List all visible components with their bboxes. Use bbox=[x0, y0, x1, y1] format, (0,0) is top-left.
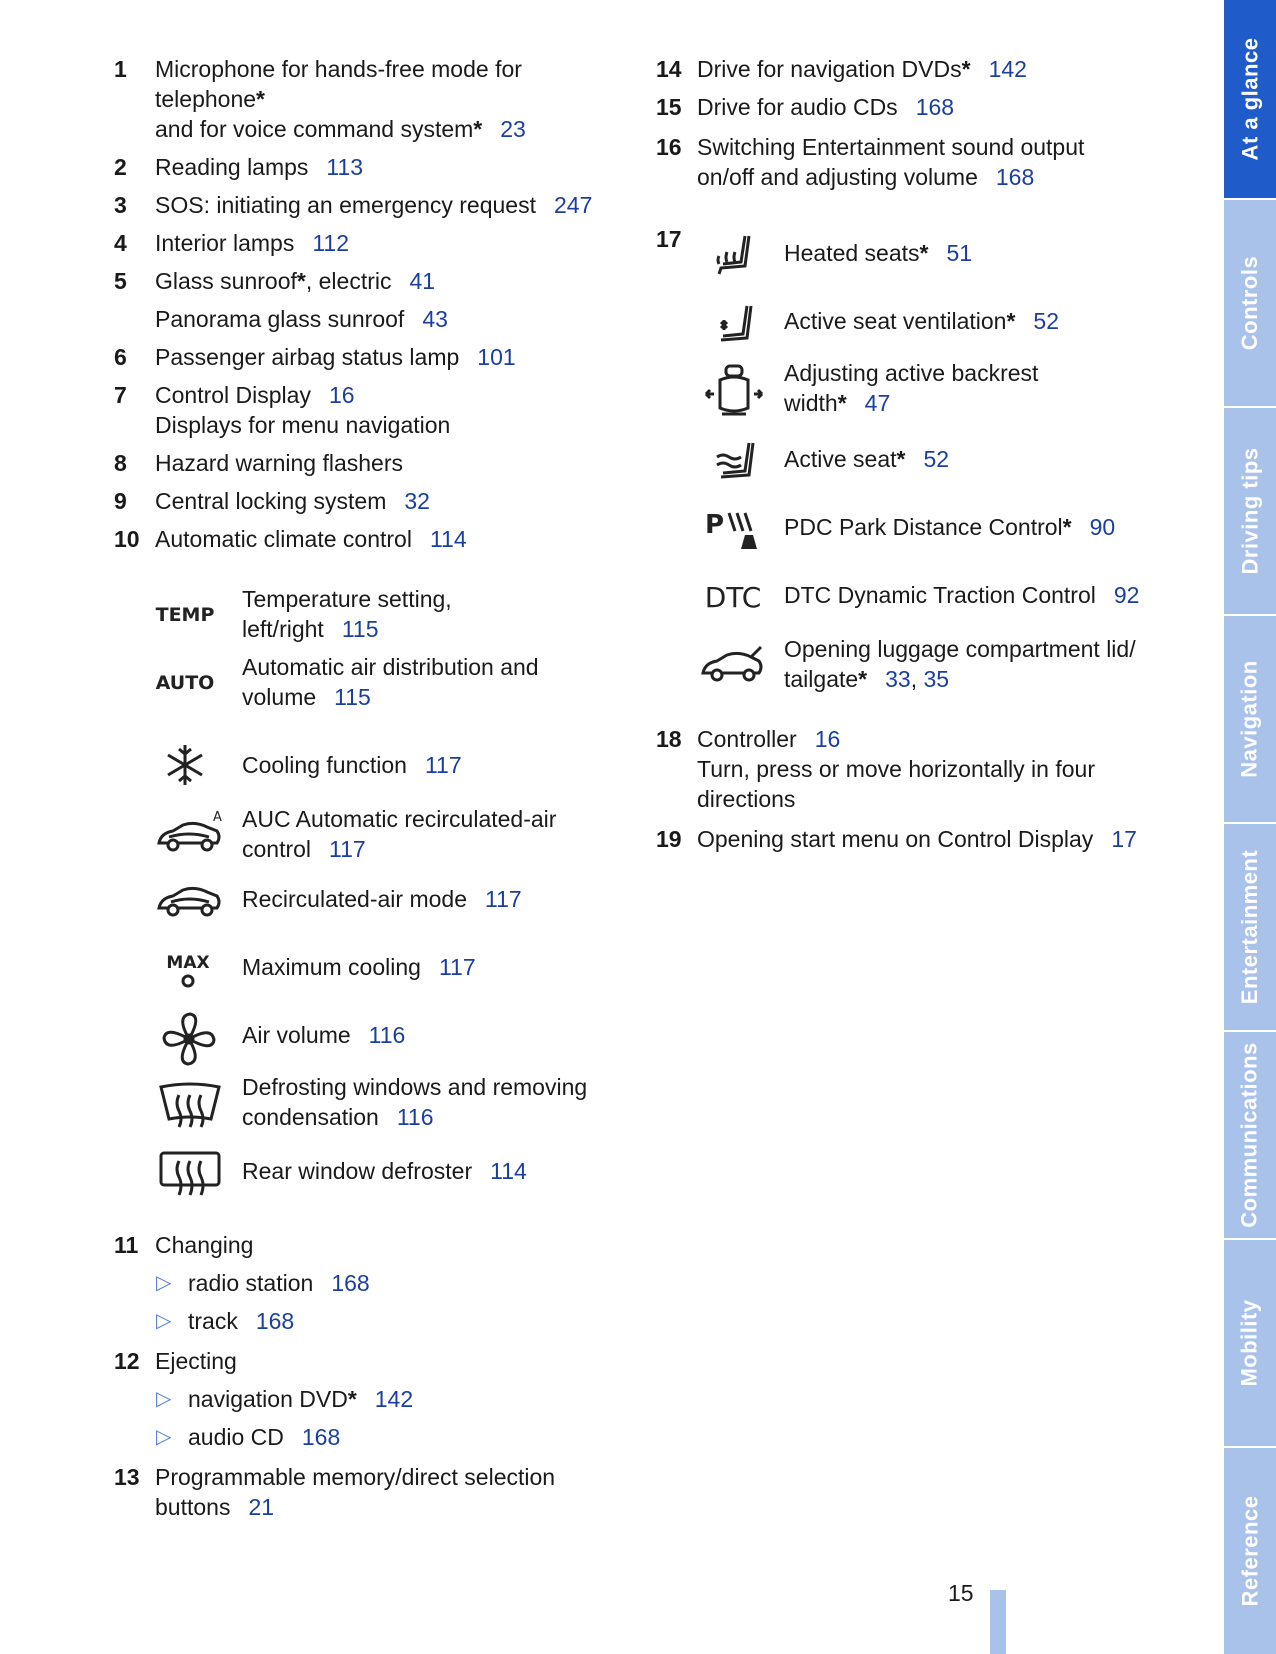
item-text: Drive for navigation DVDs* 142 bbox=[697, 56, 1027, 82]
item-subtext: track 168 bbox=[188, 1308, 295, 1334]
page-link[interactable]: 168 bbox=[255, 1308, 295, 1334]
climate-text: AUC Automatic recirculated-air bbox=[242, 806, 557, 832]
page-link[interactable]: 21 bbox=[248, 1494, 275, 1520]
item-number: 4 bbox=[114, 230, 127, 256]
page-link[interactable]: 16 bbox=[328, 382, 355, 408]
page-link[interactable]: 247 bbox=[553, 192, 593, 218]
item-number: 16 bbox=[656, 134, 682, 160]
item-text: Programmable memory/direct selection bbox=[155, 1464, 556, 1490]
page-link[interactable]: 115 bbox=[341, 616, 379, 642]
page-link[interactable]: 90 bbox=[1089, 514, 1116, 540]
page-link[interactable]: 168 bbox=[331, 1270, 370, 1296]
item-subtext: navigation DVD* 142 bbox=[188, 1386, 414, 1412]
item-number: 15 bbox=[656, 94, 682, 120]
button-text: Active seat* 52 bbox=[784, 446, 950, 472]
bullet-icon: ▷ bbox=[156, 1310, 172, 1332]
item-text: Ejecting bbox=[155, 1348, 237, 1374]
tab-driving-tips[interactable]: Driving tips bbox=[1224, 408, 1276, 616]
tab-mobility[interactable]: Mobility bbox=[1224, 1240, 1276, 1448]
active-seat-icon bbox=[708, 436, 764, 486]
item-number: 1 bbox=[114, 56, 127, 82]
item-number: 12 bbox=[114, 1348, 140, 1374]
item-text: telephone* bbox=[155, 86, 265, 112]
seat-ventilation-icon bbox=[708, 298, 764, 350]
tab-at-a-glance[interactable]: At a glance bbox=[1224, 0, 1276, 200]
item-text: Changing bbox=[155, 1232, 254, 1258]
page-link[interactable]: 32 bbox=[404, 488, 430, 514]
page-link[interactable]: 41 bbox=[409, 268, 436, 294]
page-link[interactable]: 168 bbox=[995, 164, 1035, 190]
page-link[interactable]: 113 bbox=[326, 154, 364, 180]
item-subtext: Panorama glass sunroof 43 bbox=[155, 306, 448, 332]
page-link[interactable]: 35 bbox=[923, 666, 950, 692]
page-link[interactable]: 116 bbox=[368, 1022, 406, 1048]
item-number: 14 bbox=[656, 56, 682, 82]
item-text: Central locking system 32 bbox=[155, 488, 430, 514]
climate-text: Recirculated-air mode 117 bbox=[242, 886, 522, 912]
item-number: 17 bbox=[656, 226, 682, 252]
item-subtext: audio CD 168 bbox=[188, 1424, 341, 1450]
item-text: Hazard warning flashers bbox=[155, 450, 404, 476]
car-recirc-icon bbox=[154, 878, 226, 922]
page-link[interactable]: 117 bbox=[424, 752, 462, 778]
item-text: Switching Entertainment sound output bbox=[697, 134, 1085, 160]
page-link[interactable]: 142 bbox=[988, 56, 1027, 82]
dtc-icon: DTC bbox=[704, 581, 762, 614]
button-text: PDC Park Distance Control* 90 bbox=[784, 514, 1116, 540]
item-text: Opening start menu on Control Display 17 bbox=[697, 826, 1137, 852]
button-text: Heated seats* 51 bbox=[784, 240, 973, 266]
tab-reference[interactable]: Reference bbox=[1237, 1495, 1263, 1607]
car-auc-icon bbox=[154, 808, 226, 856]
page-link[interactable]: 23 bbox=[500, 116, 526, 142]
button-text: tailgate* 33, 35 bbox=[784, 666, 950, 692]
item-number: 3 bbox=[114, 192, 127, 218]
item-number: 6 bbox=[114, 344, 127, 370]
svg-text:A: A bbox=[213, 810, 222, 825]
page-number: 15 bbox=[948, 1580, 974, 1606]
tab-controls[interactable]: Controls bbox=[1224, 200, 1276, 408]
snowflake-icon bbox=[160, 740, 210, 790]
bullet-icon: ▷ bbox=[156, 1388, 172, 1410]
page-link[interactable]: 17 bbox=[1111, 826, 1137, 852]
page-link[interactable]: 52 bbox=[1033, 308, 1059, 334]
item-subtext: directions bbox=[697, 786, 796, 812]
heated-seat-icon bbox=[708, 228, 764, 280]
page-link[interactable]: 117 bbox=[484, 886, 522, 912]
page-link[interactable]: 43 bbox=[422, 306, 448, 332]
item-number: 13 bbox=[114, 1464, 140, 1490]
page-link[interactable]: 33 bbox=[885, 666, 911, 692]
button-text: width* 47 bbox=[784, 390, 891, 416]
item-number: 8 bbox=[114, 450, 127, 476]
button-text: Opening luggage compartment lid/ bbox=[784, 636, 1136, 662]
climate-text: control 117 bbox=[242, 836, 366, 862]
item-text: buttons 21 bbox=[155, 1494, 275, 1520]
backrest-icon bbox=[700, 360, 768, 424]
item-text: Control Display 16 bbox=[155, 382, 355, 408]
trunk-icon bbox=[698, 642, 768, 686]
page-link[interactable]: 51 bbox=[946, 240, 973, 266]
tab-navigation[interactable]: Navigation bbox=[1224, 616, 1276, 824]
page-marker bbox=[990, 1590, 1006, 1654]
page-link[interactable]: 47 bbox=[864, 390, 891, 416]
page-link[interactable]: 168 bbox=[301, 1424, 341, 1450]
page-link[interactable]: 92 bbox=[1113, 582, 1140, 608]
item-number: 11 bbox=[114, 1232, 139, 1258]
item-text: Controller 16 bbox=[697, 726, 841, 752]
climate-text: Air volume 116 bbox=[242, 1022, 406, 1048]
climate-text: Rear window defroster 114 bbox=[242, 1158, 527, 1184]
item-text: Glass sunroof*, electric 41 bbox=[155, 268, 436, 294]
item-text: Microphone for hands-free mode for bbox=[155, 56, 522, 82]
item-number: 19 bbox=[656, 826, 682, 852]
page-link[interactable]: 168 bbox=[915, 94, 955, 120]
button-text: Adjusting active backrest bbox=[784, 360, 1039, 386]
climate-text: condensation 116 bbox=[242, 1104, 434, 1130]
fan-icon bbox=[158, 1008, 220, 1070]
defrost-rear-icon bbox=[156, 1146, 224, 1200]
page-link[interactable]: 116 bbox=[396, 1104, 434, 1130]
button-text: Active seat ventilation* 52 bbox=[784, 308, 1059, 334]
climate-text: Defrosting windows and removing bbox=[242, 1074, 588, 1100]
temp-icon: TEMP bbox=[155, 604, 215, 626]
chapter-sidebar bbox=[1224, 0, 1276, 1654]
page-link[interactable]: 114 bbox=[490, 1158, 527, 1184]
item-number: 10 bbox=[114, 526, 140, 552]
item-subtext: radio station 168 bbox=[188, 1270, 370, 1296]
page-link[interactable]: 115 bbox=[334, 684, 371, 710]
pdc-icon bbox=[704, 504, 764, 554]
item-text: Passenger airbag status lamp 101 bbox=[155, 344, 516, 370]
button-text: DTC Dynamic Traction Control 92 bbox=[784, 582, 1140, 608]
page-link[interactable]: 117 bbox=[438, 954, 476, 980]
bullet-icon: ▷ bbox=[156, 1426, 172, 1448]
item-number: 5 bbox=[114, 268, 127, 294]
item-text: Drive for audio CDs 168 bbox=[697, 94, 955, 120]
climate-text: Temperature setting, bbox=[242, 586, 452, 612]
page-link[interactable]: 101 bbox=[477, 344, 516, 370]
page-link[interactable]: 114 bbox=[429, 526, 467, 552]
item-subtext: Turn, press or move horizontally in four bbox=[697, 756, 1095, 782]
defrost-front-icon bbox=[156, 1078, 224, 1132]
climate-text: Maximum cooling 117 bbox=[242, 954, 476, 980]
item-text: Interior lamps 112 bbox=[155, 230, 349, 256]
max-icon: MAX bbox=[160, 946, 216, 996]
item-number: 2 bbox=[114, 154, 127, 180]
climate-text: Cooling function 117 bbox=[242, 752, 462, 778]
item-text: on/off and adjusting volume 168 bbox=[697, 164, 1035, 190]
page-link[interactable]: 142 bbox=[374, 1386, 414, 1412]
climate-text: volume 115 bbox=[242, 684, 371, 710]
item-text: SOS: initiating an emergency request 247 bbox=[155, 192, 593, 218]
item-number: 9 bbox=[114, 488, 127, 514]
svg-text:P: P bbox=[705, 510, 725, 540]
climate-text: Automatic air distribution and bbox=[242, 654, 539, 680]
item-number: 18 bbox=[656, 726, 682, 752]
item-number: 7 bbox=[114, 382, 127, 408]
auto-icon: AUTO bbox=[155, 672, 215, 694]
tab-entertainment[interactable]: Entertainment bbox=[1224, 824, 1276, 1032]
item-text: Automatic climate control 114 bbox=[155, 526, 467, 552]
item-text: Reading lamps 113 bbox=[155, 154, 364, 180]
page-link[interactable]: 112 bbox=[312, 230, 349, 256]
item-subtext: Displays for menu navigation bbox=[155, 412, 451, 438]
climate-text: left/right 115 bbox=[242, 616, 379, 642]
tab-communications[interactable]: Communications bbox=[1224, 1032, 1276, 1240]
item-text: and for voice command system* 23 bbox=[155, 116, 526, 142]
page-link[interactable]: 16 bbox=[814, 726, 841, 752]
bullet-icon: ▷ bbox=[156, 1272, 172, 1294]
page-link[interactable]: 117 bbox=[329, 836, 366, 862]
page-link[interactable]: 52 bbox=[923, 446, 950, 472]
